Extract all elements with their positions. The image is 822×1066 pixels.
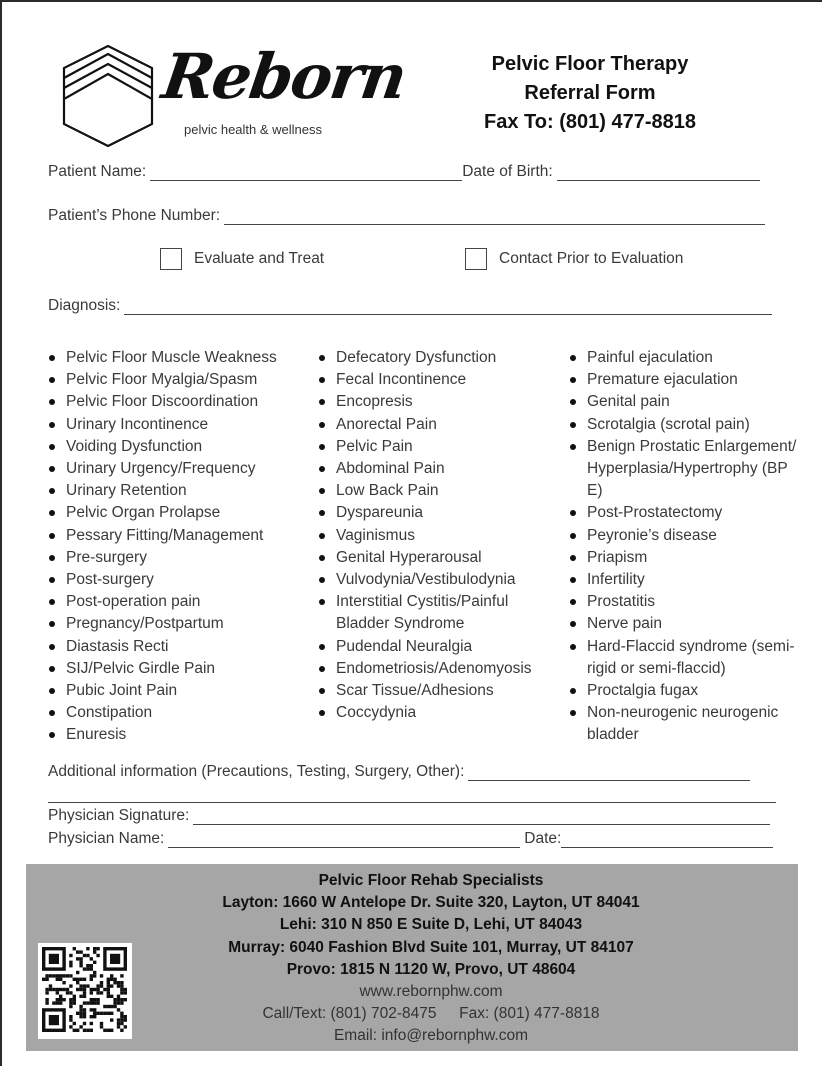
diagnosis-item: Infertility (569, 569, 801, 591)
diagnosis-item: Abdominal Pain (318, 458, 563, 480)
diagnosis-item: Defecatory Dysfunction (318, 347, 563, 369)
patient-name-field[interactable] (150, 168, 462, 181)
evaluate-and-treat-checkbox[interactable] (160, 248, 182, 270)
patient-name-row (48, 163, 760, 181)
diagnosis-item: Post-operation pain (48, 591, 293, 613)
phone-row (48, 207, 765, 225)
diagnosis-item: Vulvodynia/Vestibulodynia (318, 569, 563, 591)
additional-info-field-line-2[interactable] (48, 790, 776, 803)
diagnosis-item: Pelvic Pain (318, 436, 563, 458)
fax-to-line: Fax To: (801) 477-8818 (484, 111, 696, 133)
contact-prior-label: Contact Prior to Evaluation (499, 250, 684, 267)
diagnosis-item: Scar Tissue/Adhesions (318, 680, 563, 702)
diagnosis-item: Pessary Fitting/Management (48, 525, 293, 547)
diagnosis-item: Painful ejaculation (569, 347, 801, 369)
hexagon-logo-icon (60, 44, 160, 148)
date-field[interactable] (561, 835, 773, 848)
physician-name-field[interactable] (168, 835, 520, 848)
qr-code-graphic (38, 943, 132, 1039)
diagnosis-item: Diastasis Recti (48, 636, 293, 658)
footer-contact-panel (26, 864, 798, 1051)
physician-signature-field[interactable] (193, 812, 770, 825)
title-line-2: Referral Form (524, 82, 656, 104)
footer-call-text[interactable]: Call/Text: (801) 702-8475 (262, 1005, 437, 1023)
diagnosis-item: Encopresis (318, 391, 563, 413)
diagnosis-item: Non-neurogenic neurogenic bladder (569, 702, 787, 746)
diagnosis-item: Prostatitis (569, 591, 801, 613)
diagnosis-item: Genital pain (569, 391, 801, 413)
physician-signature-row (48, 807, 770, 825)
additional-info-field[interactable] (468, 768, 750, 781)
contact-prior-checkbox[interactable] (465, 248, 487, 270)
diagnosis-item: Constipation (48, 702, 293, 724)
date-label: Date: (524, 830, 562, 847)
diagnosis-item: Premature ejaculation (569, 369, 801, 391)
diagnosis-item: Urinary Incontinence (48, 414, 293, 436)
physician-signature-label: Physician Signature: (48, 807, 190, 824)
diagnosis-item: Anorectal Pain (318, 414, 563, 436)
additional-info-row (48, 763, 750, 781)
footer-text (176, 870, 686, 1047)
physician-name-label: Physician Name: (48, 830, 165, 847)
footer-layton-address: Layton: 1660 W Antelope Dr. Suite 320, Layton, UT 84041 (222, 894, 640, 912)
diagnosis-item: Vaginismus (318, 525, 563, 547)
diagnosis-item: Proctalgia fugax (569, 680, 801, 702)
diagnosis-item: Pelvic Floor Discoordination (48, 391, 293, 413)
diagnosis-list-column-2 (318, 347, 563, 724)
logo-wordmark: Reborn (157, 40, 410, 113)
phone-field[interactable] (224, 212, 765, 225)
diagnosis-item: Pelvic Floor Muscle Weakness (48, 347, 293, 369)
diagnosis-item: Pelvic Floor Myalgia/Spasm (48, 369, 293, 391)
additional-info-label: Additional information (Precautions, Testing, Surgery, Other): (48, 763, 465, 780)
footer-phone-fax (176, 1003, 686, 1025)
logo-tagline: pelvic health & wellness (184, 122, 323, 137)
diagnosis-item: Pelvic Organ Prolapse (48, 502, 293, 524)
form-title (460, 50, 720, 137)
page-border-top (0, 0, 822, 2)
title-line-1: Pelvic Floor Therapy (491, 53, 689, 75)
diagnosis-item: Interstitial Cystitis/Painful Bladder Syndrome (318, 591, 536, 635)
diagnosis-item: Voiding Dysfunction (48, 436, 293, 458)
diagnosis-item: Pregnancy/Postpartum (48, 613, 293, 635)
diagnosis-list-column-1 (48, 347, 293, 747)
evaluate-and-treat-option[interactable] (160, 248, 324, 270)
diagnosis-item: Nerve pain (569, 613, 801, 635)
diagnosis-field[interactable] (124, 302, 772, 315)
footer-website-link[interactable]: www.rebornphw.com (359, 983, 503, 1001)
patient-name-label: Patient Name: (48, 163, 147, 180)
diagnosis-item: Pre-surgery (48, 547, 293, 569)
diagnosis-item: Dyspareunia (318, 502, 563, 524)
qr-code-icon[interactable] (38, 943, 132, 1039)
additional-info-row-2 (48, 790, 776, 803)
phone-label: Patient’s Phone Number: (48, 207, 221, 224)
diagnosis-item: Priapism (569, 547, 801, 569)
diagnosis-item: Urinary Retention (48, 480, 293, 502)
diagnosis-item: Fecal Incontinence (318, 369, 563, 391)
diagnosis-item: Peyronie’s disease (569, 525, 801, 547)
diagnosis-item: Post-surgery (48, 569, 293, 591)
diagnosis-row (48, 297, 772, 315)
diagnosis-item: Pudendal Neuralgia (318, 636, 563, 658)
diagnosis-item: Endometriosis/Adenomyosis (318, 658, 563, 680)
diagnosis-item: Genital Hyperarousal (318, 547, 563, 569)
diagnosis-item: Low Back Pain (318, 480, 563, 502)
footer-lehi-address: Lehi: 310 N 850 E Suite D, Lehi, UT 84043 (279, 916, 583, 934)
footer-company: Pelvic Floor Rehab Specialists (318, 872, 544, 889)
date-of-birth-field[interactable] (557, 168, 760, 181)
date-of-birth-label: Date of Birth: (462, 163, 553, 180)
reborn-logo (60, 40, 410, 154)
footer-email-link[interactable]: Email: info@rebornphw.com (333, 1027, 529, 1045)
diagnosis-item: Scrotalgia (scrotal pain) (569, 414, 801, 436)
diagnosis-label: Diagnosis: (48, 297, 121, 314)
physician-name-row (48, 830, 773, 848)
diagnosis-item: Coccydynia (318, 702, 563, 724)
evaluate-and-treat-label: Evaluate and Treat (194, 250, 325, 267)
footer-provo-address: Provo: 1815 N 1120 W, Provo, UT 48604 (286, 960, 576, 978)
diagnosis-item: Post-Prostatectomy (569, 502, 801, 524)
diagnosis-list-column-3 (569, 347, 801, 747)
contact-prior-option[interactable] (465, 248, 683, 270)
diagnosis-item: Hard-Flaccid syndrome (semi-rigid or semi-flaccid) (569, 636, 801, 680)
diagnosis-item: SIJ/Pelvic Girdle Pain (48, 658, 293, 680)
diagnosis-item: Benign Prostatic Enlargement/Hyperplasia/Hypertrophy (BPE) (569, 436, 801, 503)
diagnosis-item: Pubic Joint Pain (48, 680, 293, 702)
footer-fax: Fax: (801) 477-8818 (459, 1005, 600, 1023)
page-border-left (0, 0, 2, 1066)
diagnosis-item: Urinary Urgency/Frequency (48, 458, 293, 480)
diagnosis-item: Enuresis (48, 724, 293, 746)
footer-murray-address: Murray: 6040 Fashion Blvd Suite 101, Murray, UT 84107 (228, 938, 634, 956)
